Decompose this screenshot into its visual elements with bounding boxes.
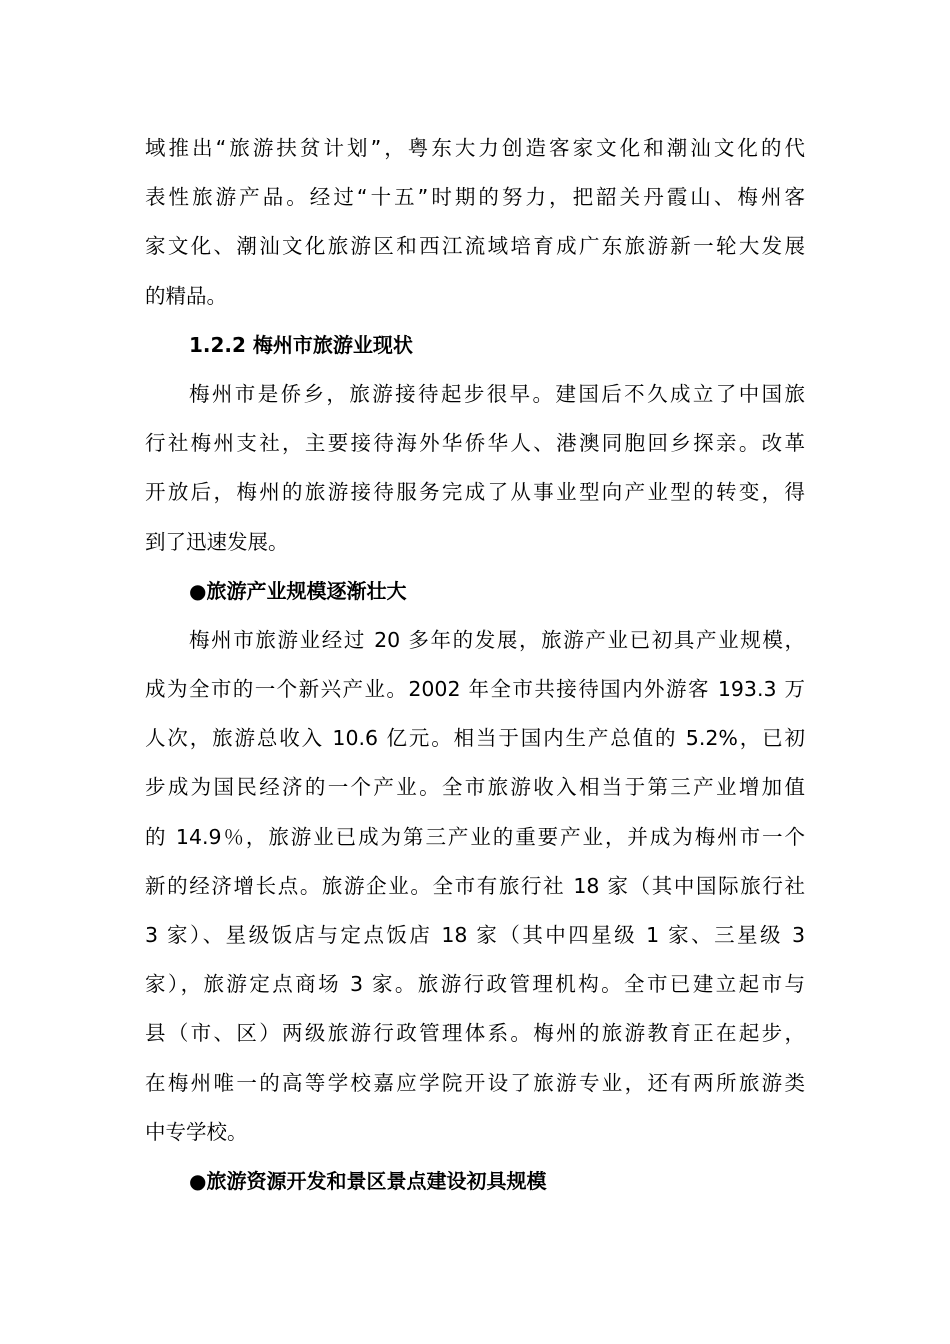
text-line: 3 家）、星级饭店与定点饭店 18 家（其中四星级 1 家、三星级 3 [145,923,805,947]
text-line: 到了迅速发展。 [145,529,289,554]
text-line: 行社梅州支社，主要接待海外华侨华人、港澳同胞回乡探亲。改革 [145,431,805,456]
text-line: 在梅州唯一的高等学校嘉应学院开设了旅游专业，还有两所旅游类 [145,1070,805,1095]
bullet-heading: ●旅游资源开发和景区景点建设初具规模 [189,1168,547,1193]
document-page [145,124,805,1206]
text-line: 表性旅游产品。经过“十五”时期的努力，把韶关丹霞山、梅州客 [145,185,805,210]
text-line: 家），旅游定点商场 3 家。旅游行政管理机构。全市已建立起市与 [145,972,805,997]
text-line: 成为全市的一个新兴产业。2002 年全市共接待国内外游客 193.3 万 [145,677,805,702]
text-line: 域推出“旅游扶贫计划”，粤东大力创造客家文化和潮汕文化的代 [145,136,805,160]
section-heading: 1.2.2 梅州市旅游业现状 [189,332,413,357]
bullet-heading: ●旅游产业规模逐渐壮大 [189,578,407,603]
text-line: 新的经济增长点。旅游企业。全市有旅行社 18 家（其中国际旅行社 [145,873,805,898]
text-line: 中专学校。 [145,1119,248,1144]
text-line: 县（市、区）两级旅游行政管理体系。梅州的旅游教育正在起步， [145,1021,805,1046]
text-line: 的 14.9％，旅游业已成为第三产业的重要产业，并成为梅州市一个 [145,824,805,849]
text-line: 开放后，梅州的旅游接待服务完成了从事业型向产业型的转变，得 [145,480,805,505]
text-line: 的精品。 [145,283,227,308]
text-line: 家文化、潮汕文化旅游区和西江流域培育成广东旅游新一轮大发展 [145,234,805,259]
text-line: 步成为国民经济的一个产业。全市旅游收入相当于第三产业增加值 [145,775,805,800]
text-line: 人次，旅游总收入 10.6 亿元。相当于国内生产总值的 5.2%，已初 [145,726,805,751]
text-line: 梅州市是侨乡，旅游接待起步很早。建国后不久成立了中国旅 [189,381,805,406]
text-line: 梅州市旅游业经过 20 多年的发展，旅游产业已初具产业规模， [189,627,805,652]
